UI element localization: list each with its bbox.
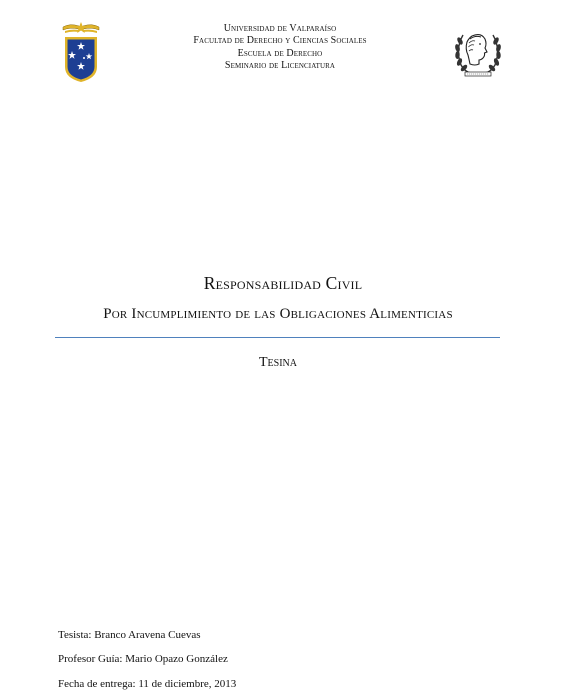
seminar-name: Seminario de Licenciatura (224, 59, 336, 71)
university-shield-logo (60, 20, 102, 84)
school-name: Escuela de Derecho (237, 47, 323, 59)
advisor-line: Profesor Guía: Mario Opazo González (58, 653, 228, 665)
student-line: Tesista: Branco Aravena Cuevas (58, 629, 201, 641)
institution-header (130, 23, 430, 72)
document-title: Responsabilidad Civil (203, 273, 363, 293)
faculty-seal-logo (451, 27, 505, 81)
title-divider (55, 337, 500, 338)
document-subtitle: Por Incumplimiento de las Obligaciones Alimenticias (103, 306, 453, 322)
faculty-name: Facultad de Derecho y Ciencias Sociales (193, 35, 367, 47)
submission-date-line: Fecha de entrega: 11 de diciembre, 2013 (58, 678, 237, 690)
university-name: Universidad de Valparaíso (223, 23, 337, 34)
document-type: Tesina (259, 355, 297, 370)
